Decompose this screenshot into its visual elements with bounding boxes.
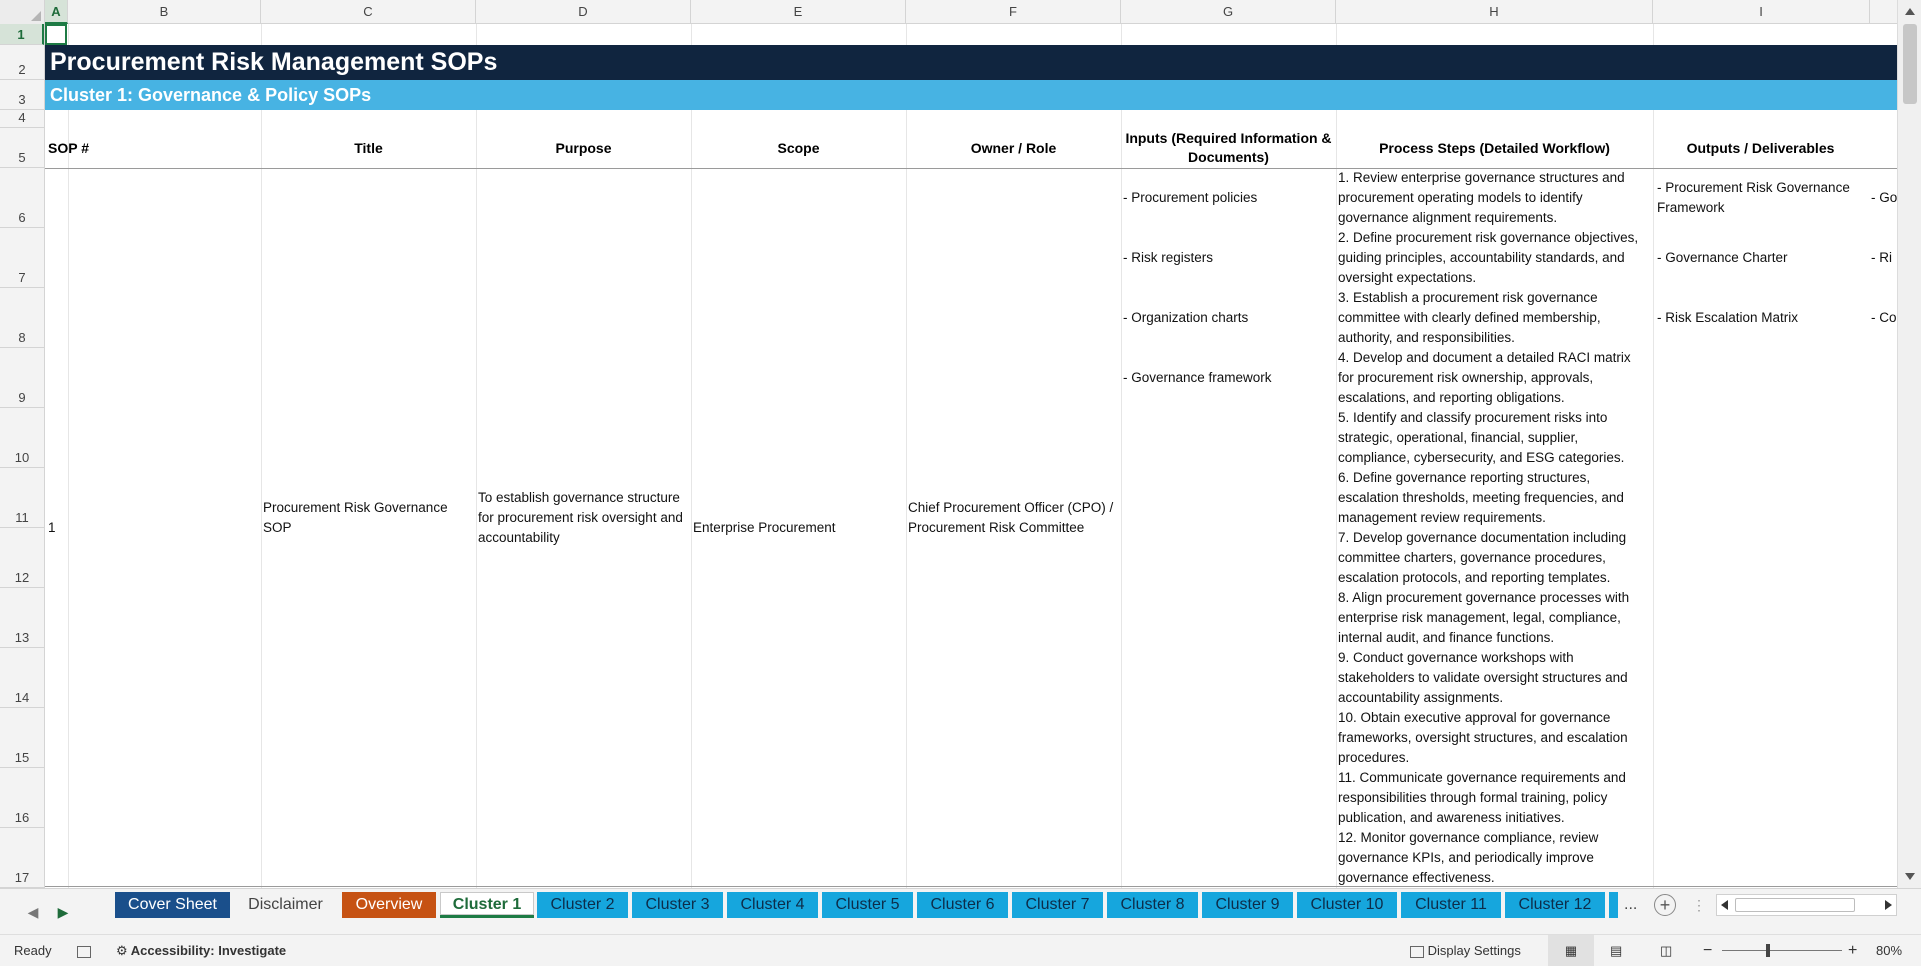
cell-owner-role[interactable] [908,168,1118,868]
zoom-out-button[interactable]: − [1703,942,1713,959]
row-header-9[interactable]: 9 [0,348,44,408]
cluster-title-banner: Cluster 1: Governance & Policy SOPs [45,80,1897,110]
row-header-14[interactable]: 14 [0,648,44,708]
tab-cluster-3[interactable]: Cluster 3 [632,892,723,918]
cell-title-text: Procurement Risk Governance SOP [263,500,448,535]
row-header-17[interactable]: 17 [0,828,44,888]
tab-cluster-7[interactable]: Cluster 7 [1012,892,1103,918]
tab-cluster-12[interactable]: Cluster 12 [1505,892,1605,918]
cell-scope[interactable]: Enterprise Procurement [693,520,836,535]
tab-splitter-icon[interactable]: ⋮ [1692,897,1706,913]
column-header-e[interactable]: E [691,0,906,24]
row-header-8[interactable]: 8 [0,288,44,348]
tab-cluster-9[interactable]: Cluster 9 [1202,892,1293,918]
display-settings-icon [1410,946,1424,958]
sheet-nav-next-icon[interactable]: ▶ [57,904,69,920]
tab-cluster-2[interactable]: Cluster 2 [537,892,628,918]
output-item[interactable]: - Procurement Risk Governance Framework [1657,180,1850,215]
row-header-3[interactable]: 3 [0,80,44,110]
page-layout-icon[interactable]: ▤ [1610,943,1623,958]
process-step: 6. Define governance reporting structures, escalation thresholds, meeting frequencies, and management review requirements. [1338,470,1624,525]
header-title: Title [354,139,383,156]
column-header-g[interactable]: G [1121,0,1336,24]
worksheet-grid[interactable] [45,24,1897,888]
row-header-16[interactable]: 16 [0,768,44,828]
process-step: 11. Communicate governance requirements and responsibilities through formal training, policy publication, and awareness initiatives. [1338,770,1626,825]
row-header-7[interactable]: 7 [0,228,44,288]
sheet-tab-bar [0,888,1921,934]
row-header-2[interactable]: 2 [0,45,44,80]
tab-cluster-11[interactable]: Cluster 11 [1401,892,1501,918]
header-owner-role: Owner / Role [970,139,1057,156]
sheet-nav-prev-icon[interactable]: ◀ [27,904,39,920]
row-header-5[interactable]: 5 [0,128,44,168]
header-inputs: Inputs (Required Information & Documents) [1125,130,1332,165]
accessibility-label: Accessibility: Investigate [130,943,287,958]
column-header-bar [0,0,1921,24]
scroll-up-icon[interactable] [1905,8,1915,15]
process-step: 8. Align procurement governance processes with enterprise risk management, legal, compliance, internal audit, and finance functions. [1338,590,1630,645]
zoom-slider-thumb[interactable] [1766,944,1770,957]
process-step: 12. Monitor governance compliance, review governance KPIs, and periodically improve governance effectiveness. [1338,830,1599,885]
process-step: 1. Review enterprise governance structures and procurement operating models to identify governance alignment requirements. [1338,170,1625,225]
next-column-item[interactable]: - Ri [1871,250,1892,265]
scroll-down-icon[interactable] [1905,873,1915,880]
cell-title[interactable] [263,168,473,868]
display-settings-button[interactable] [1410,935,1521,966]
row-header-11[interactable]: 11 [0,468,44,528]
column-header-b[interactable]: B [68,0,261,24]
display-settings-label: Display Settings [1427,943,1521,958]
input-item[interactable]: - Organization charts [1123,310,1249,325]
process-step: 4. Develop and document a detailed RACI matrix for procurement risk ownership, approvals, escalations, and reporting obligations. [1338,350,1631,405]
accessibility-status[interactable] [116,935,286,966]
next-column-item[interactable]: - Go [1871,190,1897,205]
header-purpose: Purpose [555,139,612,156]
row-header-6[interactable]: 6 [0,168,44,228]
row-header-1[interactable]: 1 [0,24,44,45]
normal-view-icon[interactable]: ▦ [1548,935,1594,966]
header-scope: Scope [777,139,820,156]
header-outputs: Outputs / Deliverables [1686,139,1835,156]
add-sheet-icon[interactable]: + [1654,894,1676,916]
scroll-right-icon[interactable] [1885,900,1892,910]
scroll-left-icon[interactable] [1721,900,1728,910]
sheet-title-banner: Procurement Risk Management SOPs [45,45,1897,80]
tab-cluster-4[interactable]: Cluster 4 [727,892,818,918]
process-steps-cell[interactable] [1338,168,1650,888]
select-all-corner[interactable] [0,0,45,24]
horizontal-scroll-thumb[interactable] [1735,898,1855,912]
horizontal-scrollbar[interactable] [1716,894,1897,916]
tab-cover-sheet[interactable]: Cover Sheet [115,892,230,918]
column-header-c[interactable]: C [261,0,476,24]
row-header-4[interactable]: 4 [0,110,44,128]
tab-disclaimer[interactable]: Disclaimer [234,892,337,918]
status-ready: Ready [14,943,52,958]
zoom-level[interactable]: 80% [1876,943,1903,958]
row-header-bar [0,24,45,888]
cell-purpose-text: To establish governance structure for procurement risk oversight and accountability [478,490,683,545]
active-cell-selection[interactable] [45,24,67,45]
output-item[interactable]: - Governance Charter [1657,250,1788,265]
next-column-item[interactable]: - Co [1871,310,1897,325]
process-step: 7. Develop governance documentation including committee charters, governance procedures, escalation protocols, and reporting templates. [1338,530,1627,585]
tab-cluster-6[interactable]: Cluster 6 [917,892,1008,918]
page-break-icon[interactable]: ◫ [1660,943,1673,958]
accessibility-icon: ⚙ [116,943,128,958]
cell-owner-text: Chief Procurement Officer (CPO) / Procurement Risk Committee [908,500,1114,535]
row-header-15[interactable]: 15 [0,708,44,768]
cell-sop-number[interactable]: 1 [48,520,56,535]
process-step: 9. Conduct governance workshops with stakeholders to validate oversight structures and accountability assignments. [1338,650,1628,705]
process-step: 3. Establish a procurement risk governance committee with clearly defined membership, authority, and responsibilities. [1338,290,1601,345]
tab-overflow-peek[interactable] [1609,892,1618,918]
column-header-a[interactable]: A [45,0,68,24]
cell-purpose[interactable] [478,168,690,868]
status-bar [0,934,1921,966]
column-header-h[interactable]: H [1336,0,1653,24]
tab-cluster-8[interactable]: Cluster 8 [1107,892,1198,918]
row-header-10[interactable]: 10 [0,408,44,468]
input-item[interactable]: - Procurement policies [1123,190,1258,205]
more-sheets-button[interactable]: ... [1624,896,1638,913]
vertical-scrollbar[interactable] [1897,0,1921,888]
row-header-13[interactable]: 13 [0,588,44,648]
column-header-i[interactable]: I [1653,0,1870,24]
tab-cluster-10[interactable]: Cluster 10 [1297,892,1397,918]
output-item[interactable]: - Risk Escalation Matrix [1657,310,1799,325]
header-process-steps: Process Steps (Detailed Workflow) [1379,139,1610,156]
column-header-d[interactable]: D [476,0,691,24]
tab-overview[interactable]: Overview [342,892,436,918]
column-header-f[interactable]: F [906,0,1121,24]
select-all-icon [31,11,41,21]
tab-cluster-5[interactable]: Cluster 5 [822,892,913,918]
input-item[interactable]: - Governance framework [1123,370,1272,385]
process-step: 2. Define procurement risk governance objectives, guiding principles, accountability standards, and oversight expectations. [1338,230,1639,285]
zoom-slider[interactable] [1722,950,1842,951]
tab-cluster-1[interactable]: Cluster 1 [440,892,534,918]
row-header-12[interactable]: 12 [0,528,44,588]
input-item[interactable]: - Risk registers [1123,250,1214,265]
macro-record-icon[interactable] [77,935,91,966]
vertical-scroll-thumb[interactable] [1903,24,1917,104]
zoom-in-button[interactable]: + [1848,942,1858,959]
process-step: 5. Identify and classify procurement risks into strategic, operational, financial, supplier, compliance, cybersecurity, and ESG categories. [1338,410,1625,465]
process-step: 10. Obtain executive approval for governance frameworks, oversight structures, and escalation procedures. [1338,710,1628,765]
header-sop-number: SOP # [48,139,89,156]
